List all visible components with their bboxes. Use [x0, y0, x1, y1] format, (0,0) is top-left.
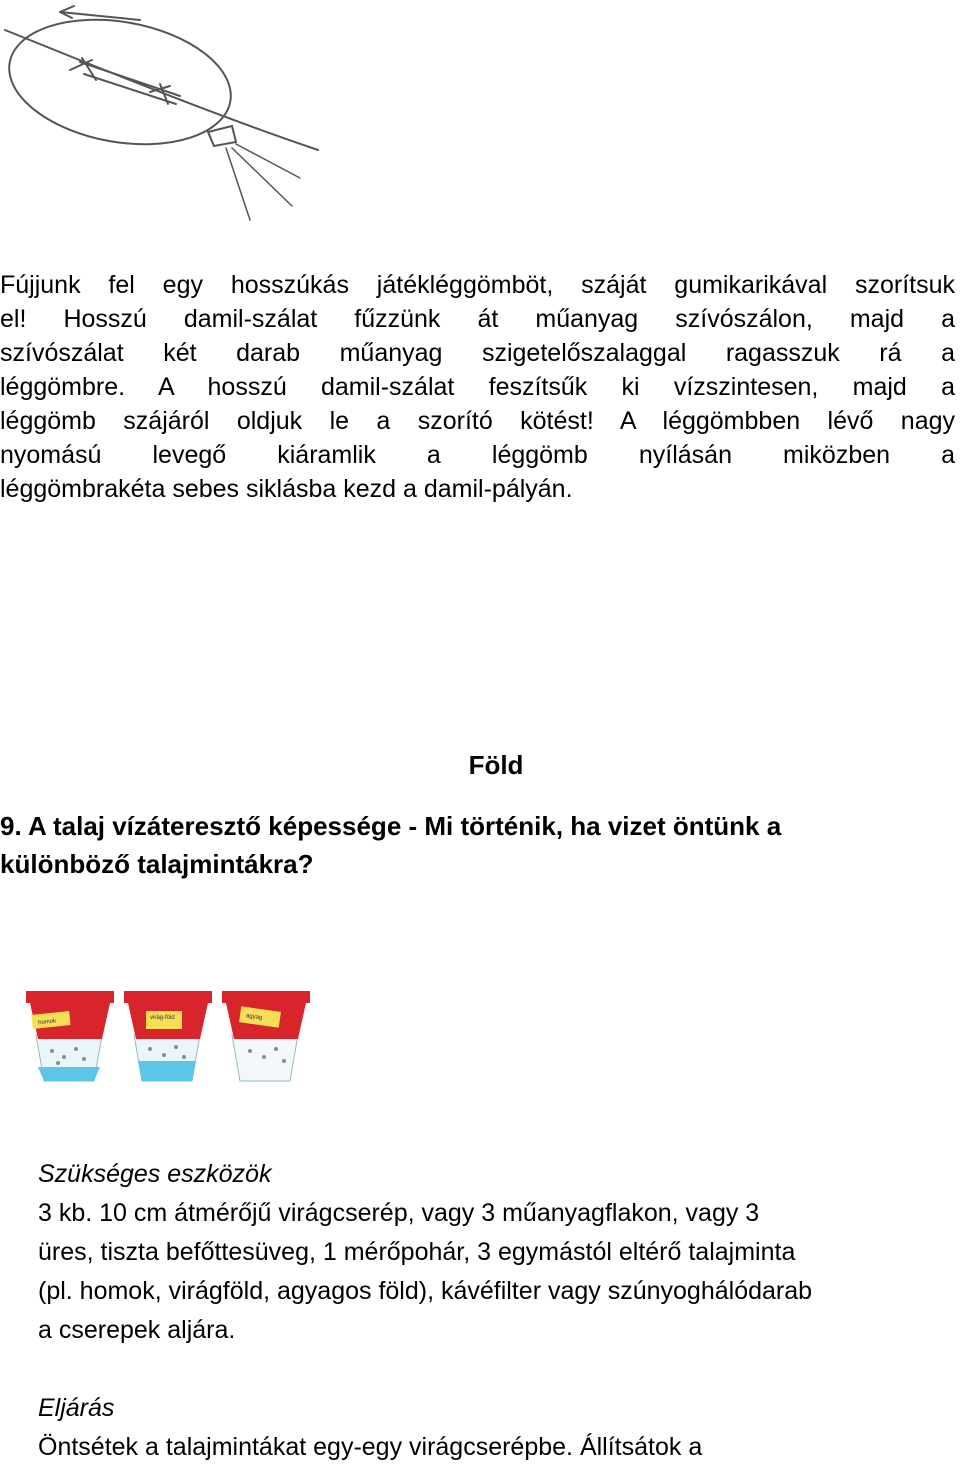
- paragraph-line: léggömb szájáról oldjuk le a szorító kötést! A léggömbben lévő nagy: [0, 407, 955, 435]
- pot: [222, 991, 310, 1081]
- paragraph-line: Fújjunk fel egy hosszúkás játékléggömböt, száját gumikarikával szorítsuk: [0, 271, 955, 299]
- paragraph-line: szívószálat két darab műanyag szigetelőszalaggal ragasszuk rá a: [0, 339, 955, 367]
- pot-label: agyag: [245, 1013, 263, 1022]
- balloon-rocket-sketch: [0, 0, 330, 240]
- paragraph-line: léggömbre. A hosszú damil-szálat feszítsűk ki vízszintesen, majd a: [0, 373, 955, 401]
- tools-line: 3 kb. 10 cm átmérőjű virágcserép, vagy 3 műanyagflakon, vagy 3: [38, 1199, 760, 1227]
- pot: [124, 991, 212, 1081]
- pot-label: homok: [37, 1018, 57, 1027]
- tools-line: üres, tiszta befőttesüveg, 1 mérőpohár, 3 egymástól eltérő talajminta: [38, 1238, 796, 1266]
- tools-line: a cserepek aljára.: [38, 1316, 236, 1344]
- flower-pot-illustration: [22, 985, 312, 1085]
- tools-line: (pl. homok, virágföld, agyagos föld), kávéfilter vagy szúnyoghálódarab: [38, 1277, 813, 1305]
- paragraph-line: el! Hosszú damil-szálat fűzzünk át műanyag szívószálon, majd a: [0, 305, 955, 333]
- pot-label: virág-föld: [150, 1015, 175, 1021]
- tools-heading: Szükséges eszközök: [38, 1160, 272, 1188]
- section-heading: Föld: [468, 750, 524, 780]
- procedure-heading: Eljárás: [38, 1394, 115, 1422]
- procedure-line: Öntsétek a talajmintákat egy-egy virágcserépbe. Állítsátok a: [38, 1433, 703, 1461]
- question-line: 9. A talaj vízáteresztő képessége - Mi történik, ha vizet öntünk a: [0, 811, 782, 841]
- pot: [26, 991, 114, 1081]
- paragraph-line: nyomású levegő kiáramlik a léggömb nyílásán miközben a: [0, 441, 955, 469]
- paragraph-line: léggömbrakéta sebes siklásba kezd a damil-pályán.: [0, 475, 573, 503]
- question-line: különböző talajmintákra?: [0, 849, 314, 879]
